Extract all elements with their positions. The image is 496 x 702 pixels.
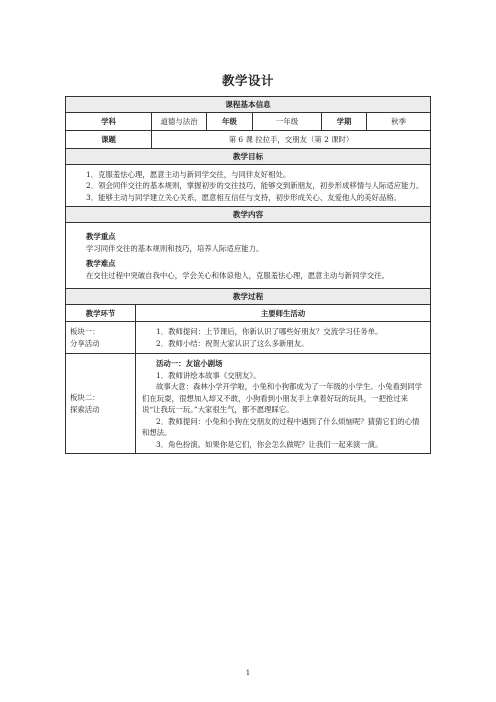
difficult-point-text: 在交往过程中突破自我中心，学会关心和体谅他人，克服羞怯心理，愿意主动与新同学交往。	[86, 270, 390, 280]
stage-cell	[66, 322, 136, 353]
lesson-label: 课题	[66, 131, 152, 148]
activity-cell	[136, 322, 430, 353]
lesson-value: 第 6 课 拉拉手，交朋友（第 2 课时）	[228, 135, 354, 144]
lesson-plan-table	[65, 96, 431, 454]
term-value: 秋季	[391, 117, 406, 126]
goal-item: 2．领会同伴交往的基本规则，掌握初步的交往技巧，能够交到新朋友，初步形成移情与人际适应能力。	[86, 181, 424, 191]
activity-line: 1．教师讲绘本故事《交朋友》。	[156, 370, 261, 380]
grade-value: 一年级	[253, 113, 322, 130]
process-section-2	[66, 354, 430, 453]
stage-cell	[66, 354, 136, 453]
page-title: 教学设计	[221, 73, 274, 88]
grade-label: 年级	[207, 113, 253, 130]
content-body	[66, 223, 430, 289]
page-number: 1	[245, 669, 251, 677]
subject-value: 道德与法治	[152, 113, 207, 130]
activity-line: 1．教师提问：上节课后，你新认识了哪些好朋友？交流学习任务单。	[156, 327, 383, 337]
process-columns	[66, 305, 430, 322]
basic-info-row	[66, 113, 430, 131]
activity-line: 2．教师提问：小兔和小狗在交朋友的过程中遇到了什么烦恼呢？猜猜它们的心情和想法。	[142, 416, 420, 438]
difficult-point-label: 教学难点	[86, 259, 116, 269]
term-label: 学期	[322, 113, 367, 130]
key-point-label: 教学重点	[86, 232, 116, 242]
stage-column-header: 教学环节	[66, 305, 136, 321]
goals-header: 教学目标	[66, 149, 430, 165]
key-point-text: 学习同伴交往的基本规则和技巧，培养人际适应能力。	[86, 243, 264, 253]
goal-item: 3．能够主动与同学建立关心关系，愿意相互信任与支持，初步形成关心、友爱他人的美好品格。	[86, 192, 402, 202]
process-section-1	[66, 322, 430, 354]
stage-type: 探索活动	[70, 404, 100, 414]
activity-line: 2．教师小结：祝贺大家认识了这么多新朋友。	[156, 338, 309, 348]
subject-label: 学科	[66, 113, 152, 130]
basic-info-header: 课程基本信息	[66, 97, 430, 113]
content-header: 教学内容	[66, 207, 430, 223]
stage-name: 板块一：	[70, 327, 100, 337]
activity-title: 活动一：友谊小剧场	[156, 359, 223, 369]
activity-line: 3．角色扮演。如果你是它们，你会怎么做呢？让我们一起来演一演。	[156, 439, 383, 449]
process-header: 教学过程	[66, 289, 430, 305]
activity-line: 故事大意：森林小学开学啦，小兔和小狗都成为了一年级的小学生。小兔看到同学们在玩耍，很想加入却又不敢，小狗看到小朋友手上拿着好玩的玩具，一把抢过来说“让我玩一玩。”大家很生气，都不愿理睬它。	[142, 382, 423, 415]
stage-type: 分享活动	[70, 338, 100, 348]
stage-name: 板块二：	[70, 393, 100, 403]
activity-cell	[136, 354, 430, 453]
activity-column-header: 主要师生活动	[260, 309, 306, 319]
lesson-row	[66, 131, 430, 149]
goal-item: 1．克服羞怯心理，愿意主动与新同学交往，与同伴友好相处。	[86, 170, 291, 179]
goals-body	[66, 165, 430, 207]
